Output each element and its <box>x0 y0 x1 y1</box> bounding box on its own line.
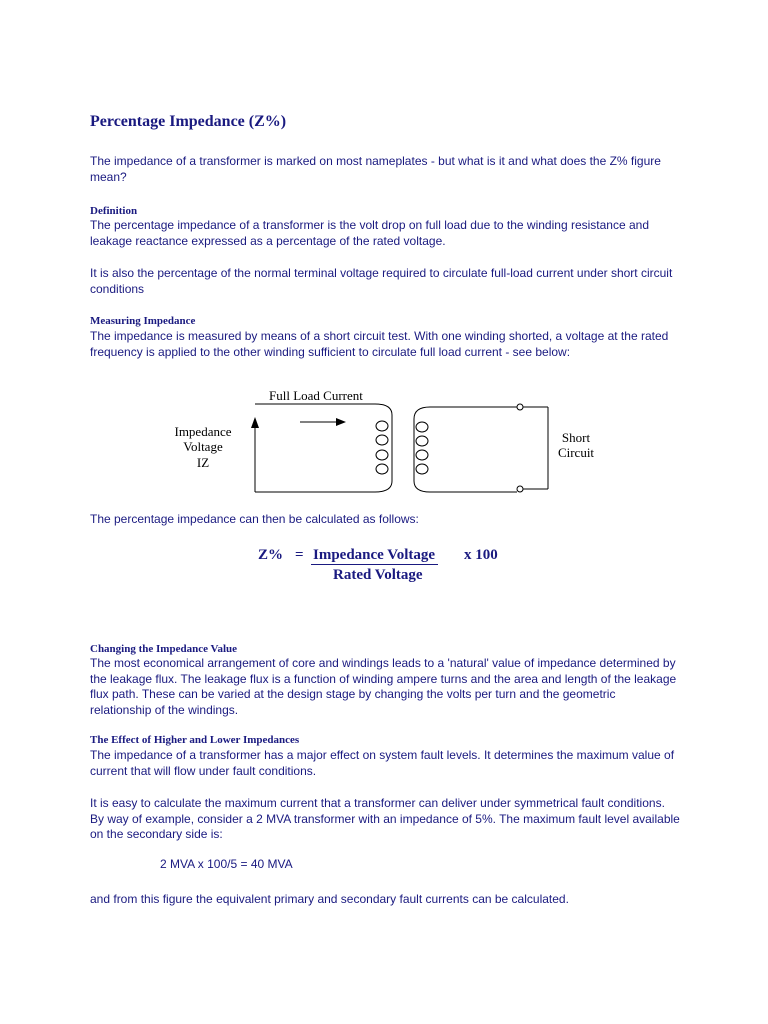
secondary-terminal-bottom <box>517 486 523 492</box>
changing-paragraph: The most economical arrangement of core and windings leads to a 'natural' value of impedance determined by the leakage flux. The leakage flux is a function of winding ampere turns and the area and length of the leakage flux path. These can be varied at the design stage by changing the volts per turn and the geometric relationship of the windings. <box>90 656 677 717</box>
effect-paragraph-1: The impedance of a transformer has a major effect on system fault levels. It determines the maximum value of current that will flow under fault conditions. <box>90 748 675 778</box>
primary-return <box>375 404 392 492</box>
formula-equals: = <box>295 547 304 563</box>
full-load-current-label: Full Load Current <box>269 388 363 403</box>
impedance-voltage-label-3: IZ <box>196 455 210 470</box>
calc-intro-paragraph: The percentage impedance can then be calculated as follows: <box>90 512 419 526</box>
definition-heading: Definition <box>90 205 138 217</box>
short-circuit-label-2: Circuit <box>557 445 595 460</box>
formula-numerator: Impedance Voltage <box>311 547 438 565</box>
short-circuit-label-1: Short <box>561 430 591 445</box>
measuring-heading: Measuring Impedance <box>90 315 196 327</box>
secondary-terminal-top <box>517 404 523 410</box>
effect-paragraph-3: and from this figure the equivalent primary and secondary fault currents can be calculated. <box>90 892 569 906</box>
intro-paragraph: The impedance of a transformer is marked on most nameplates - but what is it and what does the Z% figure mean? <box>90 154 661 184</box>
definition-paragraph-1: The percentage impedance of a transformer is the volt drop on full load due to the winding resistance and leakage reactance expressed as a percentage of the rated voltage. <box>90 218 650 248</box>
formula-multiplier: x 100 <box>464 547 498 563</box>
effect-paragraph-2: It is easy to calculate the maximum current that a transformer can deliver under symmetrical fault conditions. By way of example, consider a 2 MVA transformer with an impedance of 5%. The maximum fault level available on the secondary side is: <box>90 796 680 841</box>
formula-lhs: Z% <box>258 547 284 563</box>
formula-denominator: Rated Voltage <box>333 567 423 583</box>
measuring-paragraph: The impedance is measured by means of a short circuit test. With one winding shorted, a voltage at the rated frequency is applied to the other winding sufficient to circulate full load current - see below: <box>90 329 669 359</box>
changing-heading: Changing the Impedance Value <box>90 643 238 655</box>
current-arrow-head <box>336 418 346 426</box>
impedance-voltage-label-1: Impedance <box>174 424 232 439</box>
definition-paragraph-2: It is also the percentage of the normal terminal voltage required to circulate full-load current under short circuit conditions <box>90 266 673 296</box>
page-title: Percentage Impedance (Z%) <box>90 113 287 130</box>
primary-winding <box>376 421 388 474</box>
voltage-arrow-head <box>251 417 259 428</box>
percentage-impedance-formula <box>258 543 558 593</box>
fault-level-calculation: 2 MVA x 100/5 = 40 MVA <box>160 857 293 871</box>
impedance-voltage-label-2: Voltage <box>183 439 223 454</box>
short-circuit-test-diagram <box>160 385 620 500</box>
effect-heading: The Effect of Higher and Lower Impedances <box>90 734 300 746</box>
secondary-winding <box>416 422 428 474</box>
